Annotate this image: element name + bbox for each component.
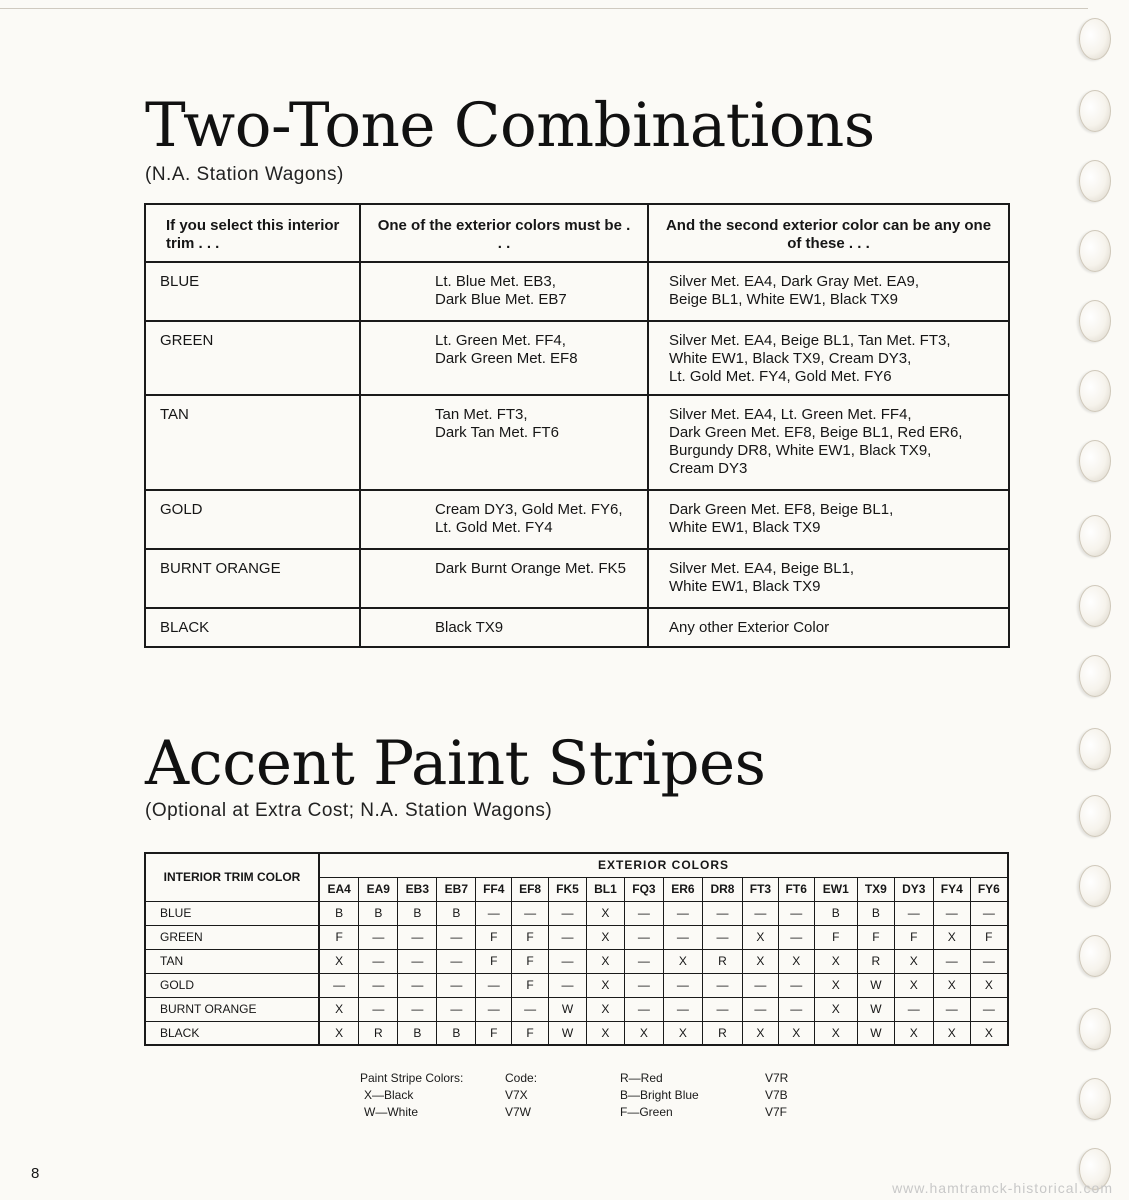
- exterior-color-column-header: EW1: [814, 877, 857, 901]
- stripe-value-cell: —: [778, 973, 814, 997]
- legend-labels-col-2: [620, 1070, 699, 1121]
- binder-hole: [1079, 795, 1111, 837]
- stripe-value-cell: —: [549, 925, 587, 949]
- second-color-cell: [648, 262, 1009, 321]
- two-tone-subtitle: (N.A. Station Wagons): [145, 164, 344, 185]
- stripe-value-cell: X: [894, 949, 933, 973]
- binder-holes: [1075, 0, 1111, 1200]
- exterior-color-column-header: FQ3: [624, 877, 663, 901]
- stripe-value-cell: X: [778, 949, 814, 973]
- required-color-cell: [360, 608, 648, 647]
- header-exterior-colors: EXTERIOR COLORS: [319, 853, 1008, 877]
- stripe-value-cell: —: [778, 925, 814, 949]
- stripe-value-cell: —: [476, 901, 512, 925]
- stripe-value-cell: —: [624, 997, 663, 1021]
- stripe-value-cell: W: [549, 1021, 587, 1045]
- stripe-row: [145, 901, 1008, 925]
- exterior-color-column-header: EA9: [359, 877, 398, 901]
- stripe-trim-cell: BLUE: [145, 901, 319, 925]
- stripe-value-cell: —: [743, 901, 779, 925]
- trim-name: GREEN: [160, 332, 214, 349]
- binder-hole: [1079, 370, 1111, 412]
- stripe-value-cell: X: [933, 1021, 970, 1045]
- watermark: www.hamtramck-historical.com: [892, 1180, 1113, 1196]
- binder-hole: [1079, 1008, 1111, 1050]
- header-second-color: And the second exterior color can be any one of these . . .: [648, 204, 1009, 262]
- accent-stripes-table: [144, 852, 1009, 1046]
- stripe-value-cell: B: [398, 901, 437, 925]
- paint-stripe-legend: [360, 1070, 820, 1126]
- stripe-value-cell: —: [970, 949, 1008, 973]
- stripe-value-cell: B: [319, 901, 359, 925]
- stripe-value-cell: X: [586, 925, 624, 949]
- stripe-value-cell: —: [624, 901, 663, 925]
- stripe-value-cell: —: [512, 901, 549, 925]
- header-required-color: One of the exterior colors must be . . .: [360, 204, 648, 262]
- stripe-value-cell: X: [663, 949, 702, 973]
- trim-cell: [145, 321, 360, 395]
- legend-code-bright-blue: V7B: [765, 1088, 788, 1102]
- second-color-line: White EW1, Black TX9: [669, 519, 821, 536]
- required-color-line: Tan Met. FT3,: [435, 406, 528, 423]
- required-color-line: Black TX9: [435, 619, 504, 636]
- stripe-value-cell: W: [857, 1021, 894, 1045]
- trim-name: TAN: [160, 406, 189, 423]
- stripe-row: [145, 925, 1008, 949]
- trim-cell: [145, 549, 360, 608]
- stripe-value-cell: —: [624, 973, 663, 997]
- stripe-value-cell: X: [586, 901, 624, 925]
- stripe-value-cell: R: [359, 1021, 398, 1045]
- required-color-cell: [360, 262, 648, 321]
- second-color-cell: [648, 549, 1009, 608]
- stripe-value-cell: X: [894, 1021, 933, 1045]
- stripe-value-cell: —: [743, 973, 779, 997]
- binder-hole: [1079, 585, 1111, 627]
- stripe-value-cell: —: [663, 925, 702, 949]
- stripe-header-row-1: [145, 853, 1008, 877]
- binder-hole: [1079, 515, 1111, 557]
- legend-heading: Paint Stripe Colors:: [360, 1071, 464, 1085]
- stripe-value-cell: —: [778, 901, 814, 925]
- two-tone-row: [145, 321, 1009, 395]
- stripe-value-cell: —: [398, 973, 437, 997]
- trim-name: GOLD: [160, 501, 203, 518]
- exterior-color-column-header: FT6: [778, 877, 814, 901]
- stripe-value-cell: X: [814, 949, 857, 973]
- legend-code-green: V7F: [765, 1105, 788, 1119]
- trim-cell: [145, 608, 360, 647]
- stripe-value-cell: —: [437, 949, 476, 973]
- stripe-value-cell: X: [319, 949, 359, 973]
- second-color-cell: [648, 321, 1009, 395]
- trim-cell: [145, 262, 360, 321]
- stripe-value-cell: —: [359, 949, 398, 973]
- stripe-value-cell: —: [512, 997, 549, 1021]
- binder-hole: [1079, 18, 1111, 60]
- stripe-value-cell: X: [586, 973, 624, 997]
- exterior-color-column-header: FK5: [549, 877, 587, 901]
- stripe-value-cell: B: [359, 901, 398, 925]
- stripe-value-cell: X: [743, 925, 779, 949]
- stripe-value-cell: X: [933, 925, 970, 949]
- page-number: 8: [31, 1165, 40, 1182]
- legend-code-white: V7W: [505, 1105, 532, 1119]
- required-color-line: Lt. Gold Met. FY4: [435, 519, 553, 536]
- stripe-value-cell: B: [857, 901, 894, 925]
- stripe-value-cell: X: [970, 973, 1008, 997]
- exterior-color-column-header: EB3: [398, 877, 437, 901]
- stripe-value-cell: —: [549, 949, 587, 973]
- stripe-value-cell: F: [857, 925, 894, 949]
- legend-codes-col-1: [505, 1070, 537, 1121]
- stripe-value-cell: F: [512, 973, 549, 997]
- stripe-trim-cell: BLACK: [145, 1021, 319, 1045]
- stripe-value-cell: —: [933, 949, 970, 973]
- stripe-value-cell: F: [512, 949, 549, 973]
- stripe-value-cell: B: [437, 901, 476, 925]
- stripe-value-cell: W: [549, 997, 587, 1021]
- accent-stripes-title: Accent Paint Stripes: [145, 728, 766, 799]
- stripe-value-cell: F: [476, 925, 512, 949]
- stripe-value-cell: R: [857, 949, 894, 973]
- exterior-color-column-header: FT3: [743, 877, 779, 901]
- trim-cell: [145, 490, 360, 549]
- stripe-trim-cell: TAN: [145, 949, 319, 973]
- second-color-line: Lt. Gold Met. FY4, Gold Met. FY6: [669, 368, 892, 385]
- second-color-line: Dark Green Met. EF8, Beige BL1,: [669, 501, 894, 518]
- legend-codes-col-2: [765, 1070, 788, 1121]
- second-color-cell: [648, 608, 1009, 647]
- exterior-color-column-header: FY4: [933, 877, 970, 901]
- required-color-line: Dark Burnt Orange Met. FK5: [435, 560, 626, 577]
- stripe-value-cell: —: [624, 949, 663, 973]
- exterior-color-column-header: FF4: [476, 877, 512, 901]
- stripe-value-cell: B: [437, 1021, 476, 1045]
- exterior-color-column-header: TX9: [857, 877, 894, 901]
- two-tone-row: [145, 262, 1009, 321]
- exterior-color-column-header: FY6: [970, 877, 1008, 901]
- required-color-cell: [360, 549, 648, 608]
- stripe-row: [145, 1021, 1008, 1045]
- stripe-value-cell: X: [743, 1021, 779, 1045]
- stripe-value-cell: X: [814, 1021, 857, 1045]
- exterior-color-column-header: EA4: [319, 877, 359, 901]
- binder-hole: [1079, 935, 1111, 977]
- stripe-value-cell: —: [743, 997, 779, 1021]
- second-color-line: White EW1, Black TX9, Cream DY3,: [669, 350, 912, 367]
- stripe-value-cell: —: [398, 949, 437, 973]
- two-tone-row: [145, 395, 1009, 490]
- stripe-value-cell: —: [398, 925, 437, 949]
- stripe-value-cell: —: [476, 973, 512, 997]
- two-tone-row: [145, 549, 1009, 608]
- trim-name: BURNT ORANGE: [160, 560, 281, 577]
- accent-stripes-subtitle: (Optional at Extra Cost; N.A. Station Wagons): [145, 800, 553, 821]
- two-tone-row: [145, 608, 1009, 647]
- stripe-value-cell: F: [476, 1021, 512, 1045]
- exterior-color-column-header: BL1: [586, 877, 624, 901]
- stripe-value-cell: —: [894, 997, 933, 1021]
- exterior-color-column-header: EF8: [512, 877, 549, 901]
- binder-hole: [1079, 1078, 1111, 1120]
- stripe-value-cell: F: [894, 925, 933, 949]
- exterior-color-column-header: ER6: [663, 877, 702, 901]
- header-interior-trim: If you select this interior trim . . .: [145, 204, 360, 262]
- stripe-value-cell: —: [970, 997, 1008, 1021]
- stripe-value-cell: —: [970, 901, 1008, 925]
- stripe-value-cell: —: [702, 973, 742, 997]
- stripe-trim-cell: BURNT ORANGE: [145, 997, 319, 1021]
- page-top-edge: [0, 8, 1088, 9]
- exterior-color-column-header: DY3: [894, 877, 933, 901]
- stripe-value-cell: —: [319, 973, 359, 997]
- trim-name: BLUE: [160, 273, 200, 290]
- legend-item-white: W—White: [364, 1105, 418, 1119]
- stripe-value-cell: X: [814, 973, 857, 997]
- second-color-cell: [648, 490, 1009, 549]
- stripe-value-cell: F: [512, 1021, 549, 1045]
- two-tone-title: Two-Tone Combinations: [145, 90, 875, 161]
- binder-hole: [1079, 90, 1111, 132]
- stripe-value-cell: —: [359, 925, 398, 949]
- second-color-line: Silver Met. EA4, Dark Gray Met. EA9,: [669, 273, 920, 290]
- stripe-value-cell: X: [586, 997, 624, 1021]
- stripe-value-cell: —: [663, 997, 702, 1021]
- stripe-value-cell: X: [814, 997, 857, 1021]
- second-color-line: Burgundy DR8, White EW1, Black TX9,: [669, 442, 932, 459]
- stripe-value-cell: X: [970, 1021, 1008, 1045]
- stripe-value-cell: B: [398, 1021, 437, 1045]
- stripe-value-cell: —: [549, 973, 587, 997]
- two-tone-row: [145, 490, 1009, 549]
- required-color-cell: [360, 321, 648, 395]
- required-color-line: Lt. Green Met. FF4,: [435, 332, 566, 349]
- stripe-value-cell: —: [549, 901, 587, 925]
- stripe-value-cell: X: [319, 1021, 359, 1045]
- required-color-cell: [360, 395, 648, 490]
- stripe-value-cell: X: [933, 973, 970, 997]
- stripe-value-cell: F: [970, 925, 1008, 949]
- stripe-value-cell: B: [814, 901, 857, 925]
- stripe-row: [145, 997, 1008, 1021]
- legend-item-bright-blue: B—Bright Blue: [620, 1088, 699, 1102]
- binder-hole: [1079, 655, 1111, 697]
- binder-hole: [1079, 865, 1111, 907]
- required-color-line: Dark Green Met. EF8: [435, 350, 578, 367]
- required-color-line: Dark Blue Met. EB7: [435, 291, 567, 308]
- second-color-line: Silver Met. EA4, Beige BL1, Tan Met. FT3,: [669, 332, 951, 349]
- second-color-line: White EW1, Black TX9: [669, 578, 821, 595]
- required-color-line: Dark Tan Met. FT6: [435, 424, 559, 441]
- second-color-line: Silver Met. EA4, Beige BL1,: [669, 560, 855, 577]
- exterior-color-column-header: EB7: [437, 877, 476, 901]
- stripe-value-cell: —: [437, 997, 476, 1021]
- legend-item-black: X—Black: [364, 1088, 414, 1102]
- stripe-row: [145, 973, 1008, 997]
- legend-code-black: V7X: [505, 1088, 528, 1102]
- second-color-line: Any other Exterior Color: [669, 619, 830, 636]
- stripe-value-cell: —: [663, 901, 702, 925]
- stripe-value-cell: —: [702, 997, 742, 1021]
- stripe-value-cell: F: [476, 949, 512, 973]
- legend-item-green: F—Green: [620, 1105, 673, 1119]
- second-color-line: Cream DY3: [669, 460, 748, 477]
- legend-labels-col: [360, 1070, 463, 1121]
- stripe-value-cell: X: [663, 1021, 702, 1045]
- stripe-value-cell: —: [398, 997, 437, 1021]
- stripe-value-cell: —: [894, 901, 933, 925]
- stripe-trim-cell: GREEN: [145, 925, 319, 949]
- binder-hole: [1079, 300, 1111, 342]
- legend-code-heading: Code:: [505, 1071, 538, 1085]
- required-color-line: Lt. Blue Met. EB3,: [435, 273, 556, 290]
- stripe-value-cell: F: [814, 925, 857, 949]
- stripe-value-cell: —: [437, 973, 476, 997]
- second-color-line: Silver Met. EA4, Lt. Green Met. FF4,: [669, 406, 912, 423]
- stripe-value-cell: X: [319, 997, 359, 1021]
- stripe-value-cell: —: [476, 997, 512, 1021]
- stripe-value-cell: W: [857, 973, 894, 997]
- stripe-value-cell: X: [743, 949, 779, 973]
- legend-code-red: V7R: [765, 1071, 789, 1085]
- trim-name: BLACK: [160, 619, 210, 636]
- stripe-trim-cell: GOLD: [145, 973, 319, 997]
- stripe-value-cell: —: [437, 925, 476, 949]
- required-color-line: Cream DY3, Gold Met. FY6,: [435, 501, 623, 518]
- second-color-line: Dark Green Met. EF8, Beige BL1, Red ER6,: [669, 424, 963, 441]
- stripe-value-cell: X: [778, 1021, 814, 1045]
- trim-cell: [145, 395, 360, 490]
- stripe-value-cell: —: [624, 925, 663, 949]
- second-color-cell: [648, 395, 1009, 490]
- binder-hole: [1079, 728, 1111, 770]
- stripe-row: [145, 949, 1008, 973]
- two-tone-table: [144, 203, 1010, 648]
- header-interior-trim-color: INTERIOR TRIM COLOR: [145, 853, 319, 901]
- stripe-value-cell: —: [933, 997, 970, 1021]
- stripe-value-cell: X: [894, 973, 933, 997]
- stripe-value-cell: R: [702, 949, 742, 973]
- stripe-value-cell: R: [702, 1021, 742, 1045]
- binder-hole: [1079, 440, 1111, 482]
- two-tone-header-row: [145, 204, 1009, 262]
- stripe-value-cell: F: [319, 925, 359, 949]
- stripe-value-cell: W: [857, 997, 894, 1021]
- stripe-value-cell: —: [702, 925, 742, 949]
- stripe-value-cell: F: [512, 925, 549, 949]
- stripe-value-cell: —: [778, 997, 814, 1021]
- stripe-value-cell: —: [359, 997, 398, 1021]
- stripe-value-cell: X: [586, 949, 624, 973]
- stripe-value-cell: —: [663, 973, 702, 997]
- binder-hole: [1079, 230, 1111, 272]
- stripe-value-cell: —: [359, 973, 398, 997]
- binder-hole: [1079, 160, 1111, 202]
- required-color-cell: [360, 490, 648, 549]
- stripe-value-cell: —: [933, 901, 970, 925]
- stripe-value-cell: —: [702, 901, 742, 925]
- stripe-value-cell: X: [586, 1021, 624, 1045]
- exterior-color-column-header: DR8: [702, 877, 742, 901]
- stripe-value-cell: X: [624, 1021, 663, 1045]
- legend-item-red: R—Red: [620, 1071, 663, 1085]
- second-color-line: Beige BL1, White EW1, Black TX9: [669, 291, 898, 308]
